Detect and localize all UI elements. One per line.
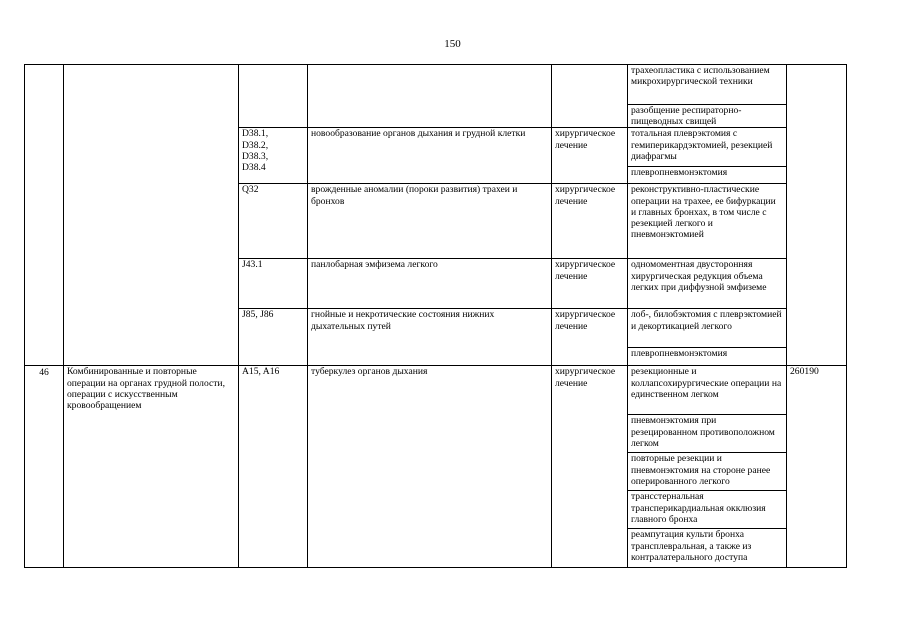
page-number: 150	[444, 38, 461, 50]
treatment-methods	[628, 128, 787, 184]
patient-model: врожденные аномалии (пороки развития) трахеи и бронхов	[308, 184, 552, 259]
icd-codes	[239, 128, 308, 184]
method-item: резекционные и коллапсохирургические операции на единственном легком	[628, 366, 786, 415]
treatment-type: хирургическое лечение	[552, 128, 628, 184]
method-item: одномоментная двусторонняя хирургическая редукция объема легких при диффузной эмфиземе	[631, 259, 767, 293]
method-item: плевропневмонэктомия	[631, 348, 728, 360]
table-row	[25, 366, 847, 568]
icd-codes	[239, 184, 308, 259]
icd-code: D38.4	[242, 162, 266, 174]
icd-code: A15, A16	[242, 366, 280, 378]
icd-code: D38.2,	[242, 139, 269, 151]
icd-code: J43.1	[242, 259, 263, 271]
method-item: лоб-, билобэктомия с плеврэктомией и декортикацией легкого	[628, 309, 786, 348]
method-item: реконструктивно-пластические операции на трахее, ее бифуркации и главных бронхах, в том числе с резекцией легкого и пневмонэктомией	[631, 184, 776, 241]
treatment-methods	[628, 184, 787, 259]
method-item: пневмонэктомия при резецированном противоположном легком	[628, 415, 786, 453]
method-item: трансстернальная трансперикардиальная окклюзия главного бронха	[628, 491, 786, 529]
treatment-type: хирургическое лечение	[552, 366, 628, 568]
treatment-type: хирургическое лечение	[552, 309, 628, 366]
row-number: 46	[25, 366, 64, 568]
patient-model	[308, 65, 552, 128]
row-number	[25, 65, 64, 366]
care-type-name: Комбинированные и повторные операции на органах грудной полости, операции с искусственным кровообращением	[64, 366, 239, 568]
icd-codes	[239, 366, 308, 568]
method-item: плевропневмонэктомия	[631, 167, 728, 179]
cost-value	[787, 65, 847, 366]
treatment-type: хирургическое лечение	[552, 184, 628, 259]
treatment-methods	[628, 309, 787, 366]
method-item: повторные резекции и пневмонэктомия на стороне ранее оперированного легкого	[628, 453, 786, 491]
treatment-type	[552, 65, 628, 128]
cost-value: 260190	[787, 366, 847, 568]
care-type-name	[64, 65, 239, 366]
treatment-methods	[628, 366, 787, 568]
method-item: трахеопластика с использованием микрохирургической техники	[628, 65, 786, 105]
medical-care-table	[24, 64, 847, 568]
icd-code: D38.3,	[242, 150, 269, 162]
treatment-methods	[628, 259, 787, 309]
icd-code: J85, J86	[242, 309, 274, 321]
method-item: разобщение респираторно-пищеводных свищей	[631, 105, 742, 128]
patient-model: гнойные и некротические состояния нижних дыхательных путей	[308, 309, 552, 366]
treatment-methods	[628, 65, 787, 128]
table-row	[25, 65, 847, 128]
treatment-type: хирургическое лечение	[552, 259, 628, 309]
icd-code: D38.1,	[242, 128, 269, 140]
patient-model: туберкулез органов дыхания	[308, 366, 552, 568]
icd-code: Q32	[242, 184, 259, 196]
icd-codes	[239, 65, 308, 128]
method-item: реампутация культи бронха трансплевральная, а также из контралатерального доступа	[631, 529, 752, 563]
patient-model: новообразование органов дыхания и грудной клетки	[308, 128, 552, 184]
icd-codes	[239, 259, 308, 309]
patient-model: панлобарная эмфизема легкого	[308, 259, 552, 309]
icd-codes	[239, 309, 308, 366]
method-item: тотальная плеврэктомия с гемиперикардэктомией, резекцией диафрагмы	[628, 128, 786, 167]
